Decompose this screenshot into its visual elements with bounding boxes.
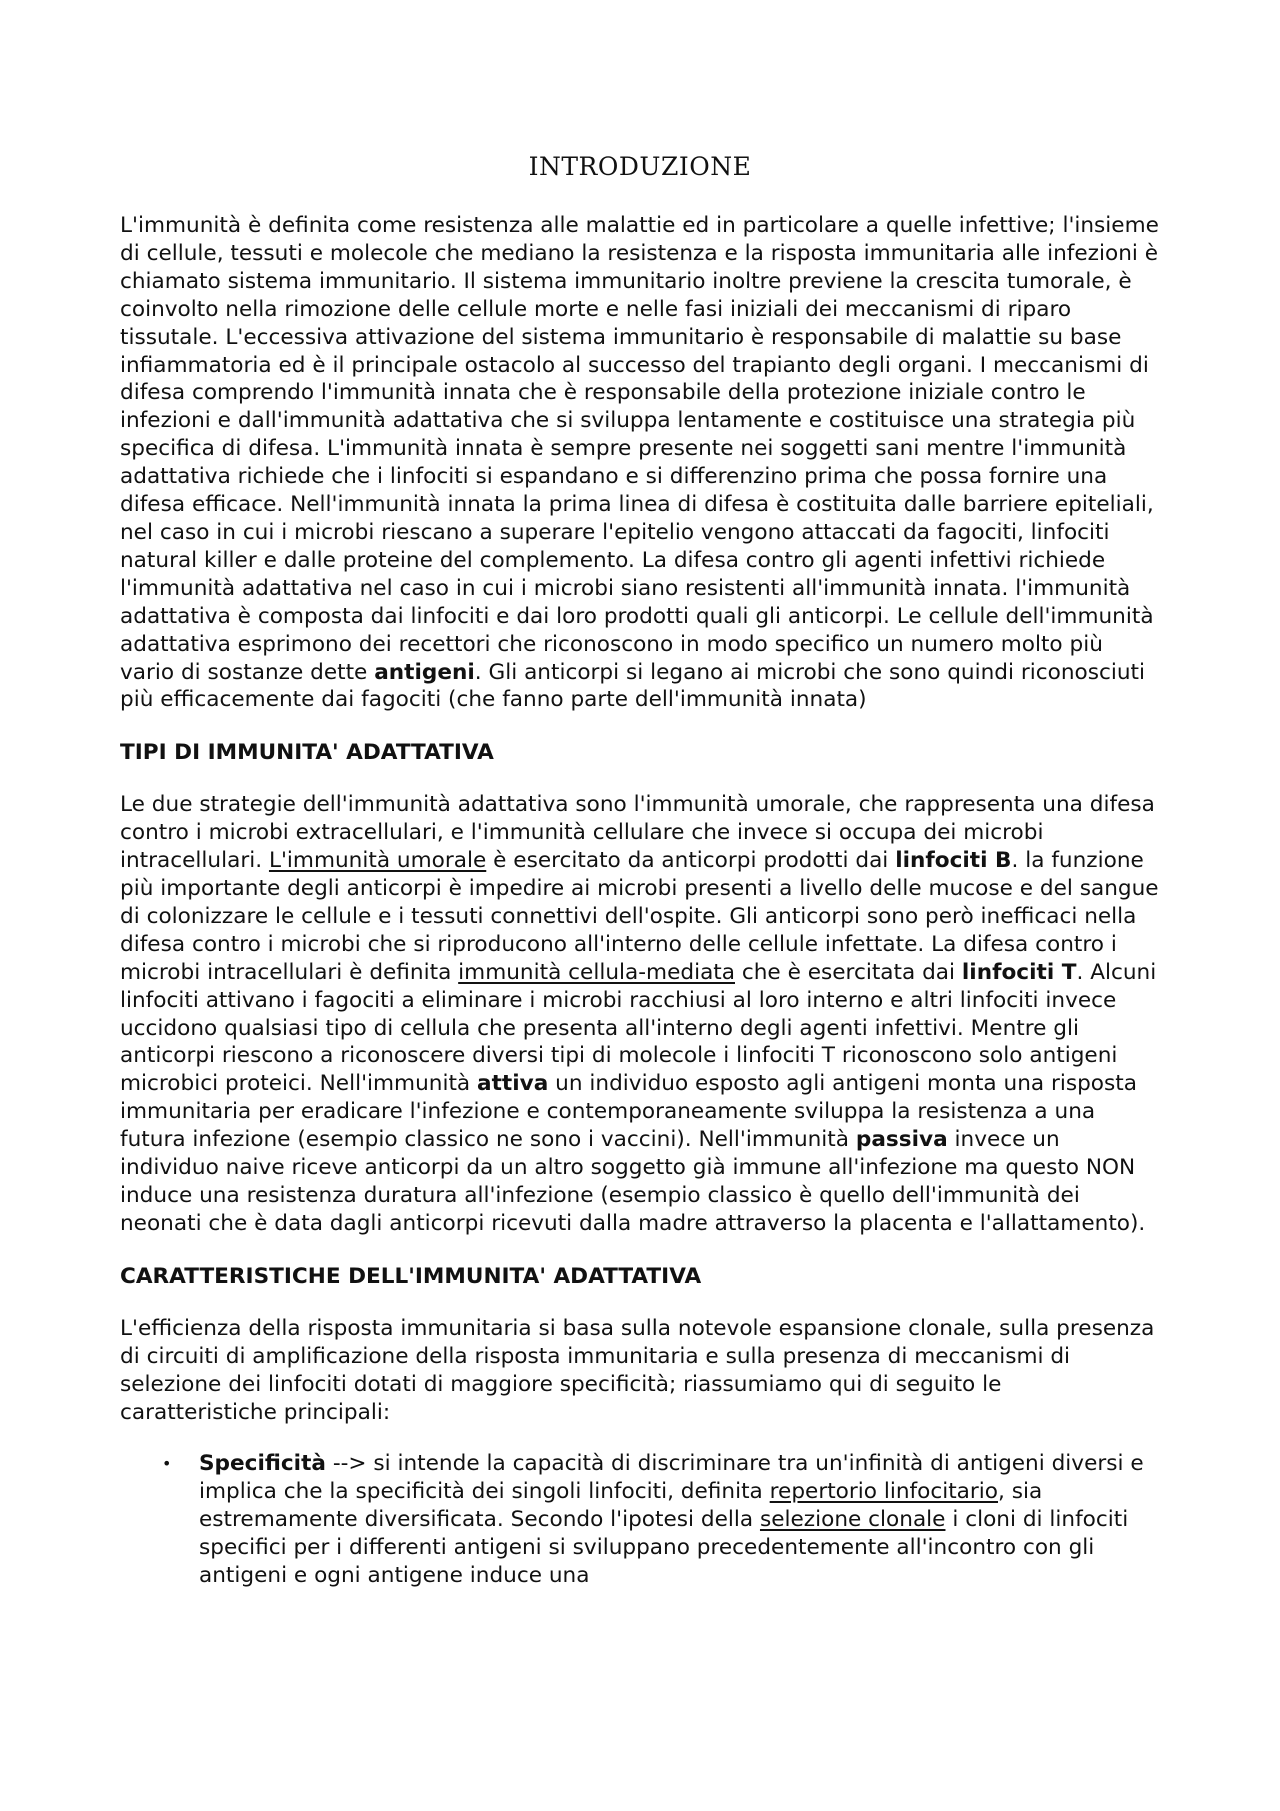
bold-antigeni: antigeni <box>374 659 475 685</box>
bullet-text-2: , sia estremamente diversificata. Secondo l'ipotesi della <box>199 1479 1043 1533</box>
tipi-text-7: invece un individuo naive riceve anticorpi da un altro soggetto già immune all'infezione ma questo NON induce una resistenza duratura all'infezione (esempio classico è quello dell'immunità dei neonati che è data dagli anticorpi ricevuti dalla madre attraverso la placenta e l'allattamento). <box>120 1127 1146 1236</box>
underline-selezione-clonale: selezione clonale <box>759 1507 946 1533</box>
page-title: INTRODUZIONE <box>528 152 752 181</box>
underline-repertorio-linfocitario: repertorio linfocitario <box>769 1479 999 1505</box>
list-item <box>120 1450 1160 1590</box>
intro-text-1: L'immunità è definita come resistenza alle malattie ed in particolare a quelle infettive; l'insieme di cellule, tessuti e molecole che mediano la resistenza e la risposta immunitaria alle infezioni è chiamato sistema immunitario. Il sistema immunitario inoltre previene la crescita tumorale, è coinvolto nella rimozione delle cellule morte e nelle fasi iniziali dei meccanismi di riparo tissutale. L'eccessiva attivazione del sistema immunitario è responsabile di malattie su base infiammatoria ed è il principale ostacolo al successo del trapianto degli organi. I meccanismi di difesa comprendo l'immunità innata che è responsabile della protezione iniziale contro le infezioni e dall'immunità adattativa che si sviluppa lentamente e costituisce una strategia più specifica di difesa. L'immunità innata è sempre presente nei soggetti sani mentre l'immunità adattativa richiede che i linfociti si espandano e si differenzino prima che possa fornire una difesa efficace. Nell'immunità innata la prima linea di difesa è costituita dalle barriere epiteliali, nel caso in cui i microbi riescano a superare l'epitelio vengono attaccati da fagociti, linfociti natural killer e dalle proteine del complemento. La difesa contro gli agenti infettivi richiede l'immunità adattativa nel caso in cui i microbi siano resistenti all'immunità innata. l'immunità adattativa è composta dai linfociti e dai loro prodotti quali gli anticorpi. Le cellule dell'immunità adattativa esprimono dei recettori che riconoscono in modo specifico un numero molto più vario di sostanze dette <box>120 213 1159 685</box>
bold-specificita: Specificità <box>199 1451 326 1477</box>
bullet-text-1: --> si intende la capacità di discriminare tra un'infinità di antigeni diversi e implica che la specificità dei singoli linfociti, definita <box>199 1451 1144 1505</box>
bold-linfociti-b: linfociti B <box>895 848 1012 874</box>
tipi-text-6: un individuo esposto agli antigeni monta una risposta immunitaria per eradicare l'infezione e contemporaneamente sviluppa la resistenza a una futura infezione (esempio classico ne sono i vaccini). Nell'immunità <box>120 1071 1137 1153</box>
intro-paragraph <box>120 212 1160 714</box>
bullet-text-3: i cloni di linfociti specifici per i differenti antigeni si sviluppano precedentemente all'incontro con gli antigeni e ogni antigene induce una <box>199 1507 1129 1589</box>
caratteristiche-list <box>120 1450 1160 1590</box>
tipi-text-2: è esercitato da anticorpi prodotti dai <box>486 848 896 874</box>
section-heading-caratteristiche: CARATTERISTICHE DELL'IMMUNITA' ADATTATIVA <box>120 1263 702 1289</box>
tipi-text-1: Le due strategie dell'immunità adattativa sono l'immunità umorale, che rappresenta una difesa contro i microbi extracellulari, e l'immunità cellulare che invece si occupa dei microbi intracellulari. <box>120 792 1155 874</box>
bold-attiva: attiva <box>477 1071 549 1097</box>
caratteristiche-paragraph: L'efficienza della risposta immunitaria si basa sulla notevole espansione clonale, sulla presenza di circuiti di amplificazione della risposta immunitaria e sulla presenza di meccanismi di selezione dei linfociti dotati di maggiore specificità; riassumiamo qui di seguito le caratteristiche principali: <box>120 1315 1155 1425</box>
underline-immunita-umorale: L'immunità umorale <box>268 848 487 874</box>
bullet-icon: • <box>162 1454 172 1474</box>
section-heading-tipi: TIPI DI IMMUNITA' ADATTATIVA <box>120 740 494 766</box>
tipi-paragraph <box>120 791 1160 1238</box>
underline-immunita-cellula-mediata: immunità cellula-mediata <box>458 959 735 985</box>
tipi-text-4: che è esercitata dai <box>735 959 962 985</box>
tipi-text-3: . la funzione più importante degli anticorpi è impedire ai microbi presenti a livello delle mucose e del sangue di colonizzare le cellule e i tessuti connettivi dell'ospite. Gli anticorpi sono però inefficaci nella difesa contro i microbi che si riproducono all'interno delle cellule infettate. La difesa contro i microbi intracellulari è definita <box>120 848 1159 985</box>
bold-passiva: passiva <box>855 1127 948 1153</box>
tipi-text-5: . Alcuni linfociti attivano i fagociti a eliminare i microbi racchiusi al loro interno e altri linfociti invece uccidono qualsiasi tipo di cellula che presenta all'interno degli agenti infettivi. Mentre gli anticorpi riescono a riconoscere diversi tipi di molecole i linfociti T riconoscono solo antigeni microbici proteici. Nell'immunità <box>120 959 1157 1097</box>
bold-linfociti-t: linfociti T <box>961 959 1077 985</box>
intro-text-2: . Gli anticorpi si legano ai microbi che sono quindi riconosciuti più efficacemente dai fagociti (che fanno parte dell'immunità innata) <box>120 659 1145 713</box>
